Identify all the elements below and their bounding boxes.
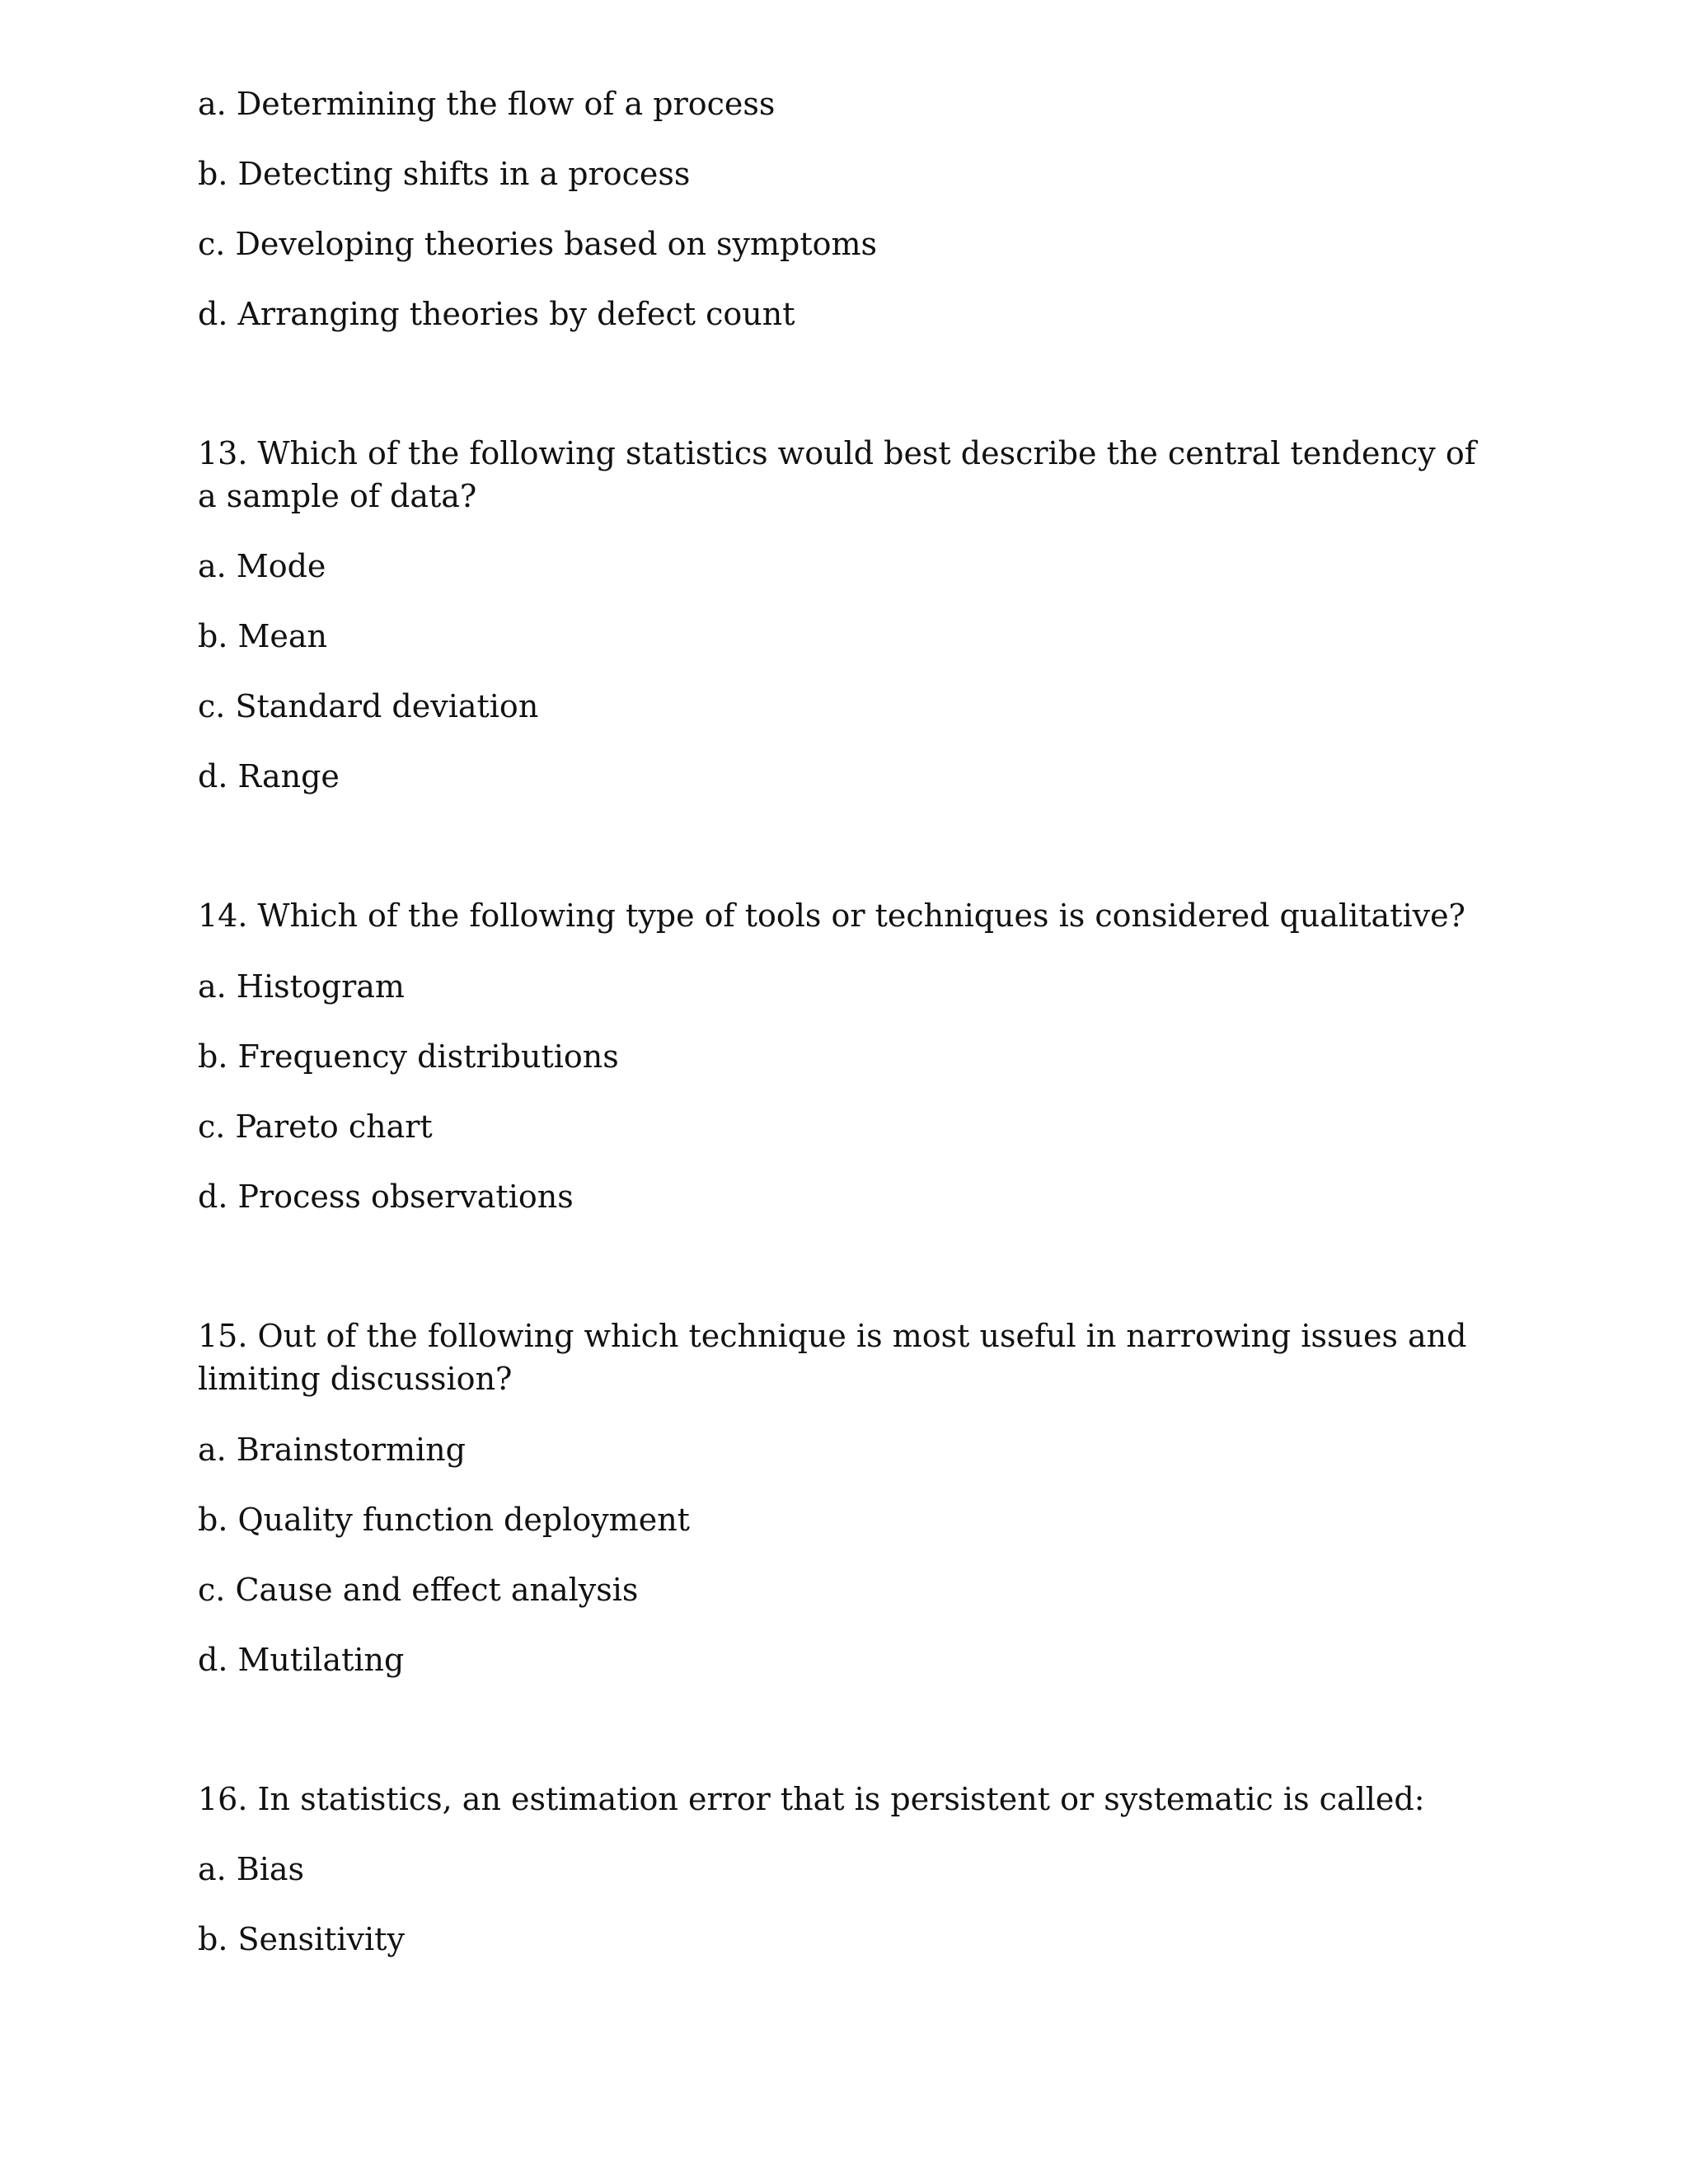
question-16-text: 16. In statistics, an estimation error that is persistent or systematic is called: xyxy=(198,1781,1425,1817)
question-15-text: 15. Out of the following which technique is most useful in narrowing issues and limiting discussion? xyxy=(198,1318,1467,1397)
option-item: d. Range xyxy=(198,758,340,794)
option-item: c. Developing theories based on symptoms xyxy=(198,226,878,262)
option-item: c. Pareto chart xyxy=(198,1108,433,1145)
option-item: c. Cause and effect analysis xyxy=(198,1572,639,1608)
option-item: b. Sensitivity xyxy=(198,1921,405,1957)
option-item: b. Quality function deployment xyxy=(198,1502,690,1538)
option-item: b. Frequency distributions xyxy=(198,1038,619,1075)
option-item: a. Bias xyxy=(198,1851,305,1887)
option-item: a. Brainstorming xyxy=(198,1432,466,1468)
option-item: a. Determining the flow of a process xyxy=(198,86,776,122)
option-item: c. Standard deviation xyxy=(198,688,539,724)
option-item: d. Process observations xyxy=(198,1179,574,1215)
option-item: d. Mutilating xyxy=(198,1642,405,1678)
question-14-text: 14. Which of the following type of tools or techniques is considered qualitative? xyxy=(198,898,1465,934)
option-item: b. Detecting shifts in a process xyxy=(198,156,691,192)
option-item: a. Histogram xyxy=(198,968,405,1005)
option-item: b. Mean xyxy=(198,618,328,654)
question-13-text: 13. Which of the following statistics would best describe the central tendency of a sample of data? xyxy=(198,435,1476,514)
option-item: a. Mode xyxy=(198,548,326,584)
option-item: d. Arranging theories by defect count xyxy=(198,296,795,332)
